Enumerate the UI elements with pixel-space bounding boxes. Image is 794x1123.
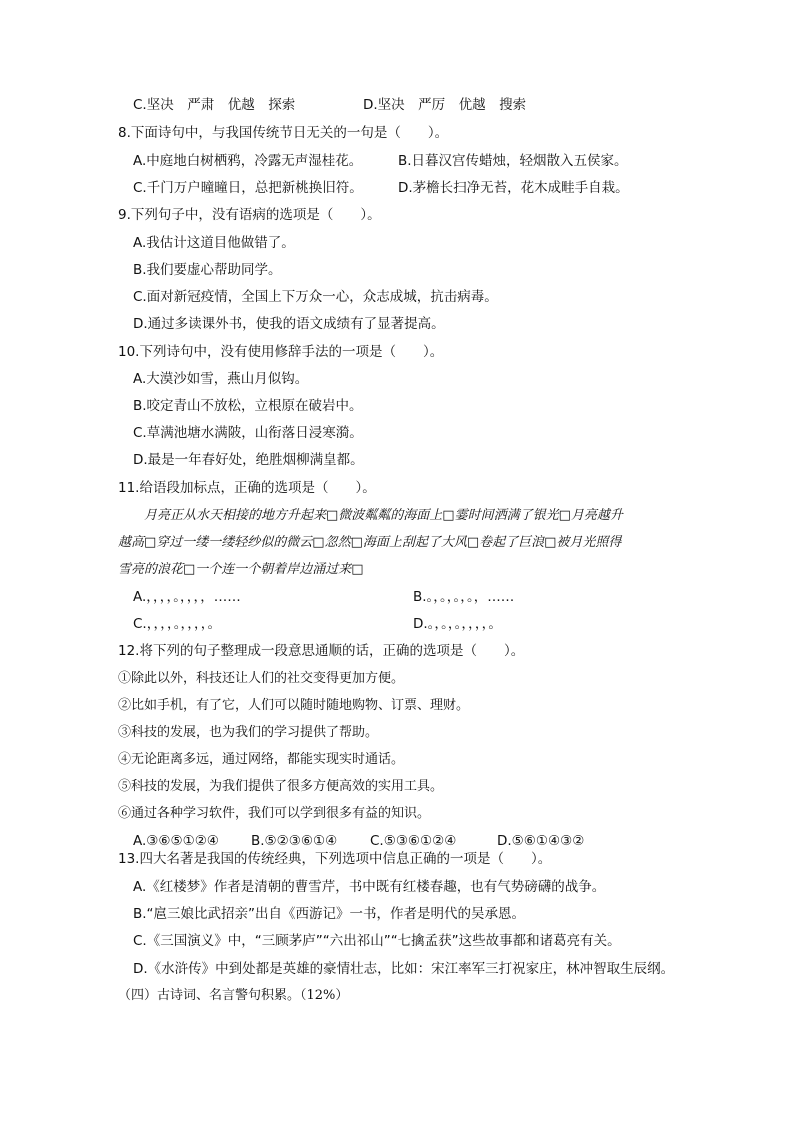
q13-option-b: B.“扈三娘比武招亲”出自《西游记》一书，作者是明代的吴承恩。 (133, 906, 526, 922)
q8-option-b: B.日暮汉宫传蜡烛，轻烟散入五侯家。 (398, 153, 628, 169)
q12-sentence-4: ④无论距离多远，通过网络，都能实现实时通话。 (118, 752, 405, 767)
q9-option-b: B.我们要虚心帮助同学。 (133, 262, 282, 278)
q9-stem: 9.下列句子中，没有语病的选项是（ ）。 (118, 207, 381, 223)
q9-option-c: C.面对新冠疫情，全国上下万众一心，众志成城，抗击病毒。 (133, 289, 498, 305)
q12-sentence-2: ②比如手机，有了它，人们可以随时随地购物、订票、理财。 (118, 698, 470, 713)
q8-stem: 8.下面诗句中，与我国传统节日无关的一句是（ ）。 (118, 125, 449, 141)
section-4-heading: （四）古诗词、名言警句积累。（12%） (118, 988, 349, 1003)
q13-option-d: D.《水浒传》中到处都是英雄的豪情壮志，比如：宋江率军三打祝家庄，林冲智取生辰纲。 (133, 961, 675, 977)
q10-stem: 10.下列诗句中，没有使用修辞手法的一项是（ ）。 (118, 344, 444, 360)
q10-option-a: A.大漠沙如雪，燕山月似钩。 (133, 371, 309, 387)
q12-option-d: D.⑤⑥①④③② (497, 833, 585, 849)
q11-option-c: C.，，，，。，，，，。 (133, 616, 221, 632)
q13-option-c: C.《三国演义》中，“三顾茅庐”“六出祁山”“七擒孟获”这些故事都和诸葛亮有关。 (133, 933, 621, 949)
q12-option-a: A.③⑥⑤①②④ (133, 833, 219, 849)
q7-option-d: D.坚决 严厉 优越 搜索 (363, 97, 527, 113)
q12-stem: 12.将下列的句子整理成一段意思通顺的话，正确的选项是（ ）。 (118, 643, 525, 659)
q9-option-a: A.我估计这道目他做错了。 (133, 235, 295, 251)
q12-option-c: C.⑤③⑥①②④ (370, 833, 457, 849)
q11-option-d: D.。，。，。，，，，。 (413, 616, 502, 632)
q8-option-a: A.中庭地白树栖鸦，冷露无声湿桂花。 (133, 153, 363, 169)
q10-option-c: C.草满池塘水满陂，山衔落日浸寒漪。 (133, 425, 363, 441)
q12-sentence-3: ③科技的发展，也为我们的学习提供了帮助。 (118, 725, 379, 740)
q8-option-d: D.茅檐长扫净无苔，花木成畦手自栽。 (398, 180, 629, 196)
q11-stem: 11.给语段加标点，正确的选项是（ ）。 (118, 480, 376, 496)
q12-option-b: B.⑤②③⑥①④ (251, 833, 338, 849)
q10-option-b: B.咬定青山不放松，立根原在破岩中。 (133, 398, 363, 414)
q13-stem: 13.四大名著是我国的传统经典，下列选项中信息正确的一项是（ ）。 (118, 851, 552, 867)
q12-sentence-5: ⑤科技的发展，为我们提供了很多方便高效的实用工具。 (118, 779, 444, 794)
q9-option-d: D.通过多读课外书，使我的语文成绩有了显著提高。 (133, 316, 445, 332)
q11-passage-line-2: 越高□穿过一缕一缕轻纱似的微云□忽然□海面上刮起了大风□卷起了巨浪□被月光照得 (118, 535, 622, 550)
q11-passage-line-3: 雪亮的浪花□一个连一个朝着岸边涌过来□ (118, 562, 364, 577)
q11-option-a: A.，，，，。，，，，…… (133, 589, 241, 605)
q10-option-d: D.最是一年春好处，绝胜烟柳满皇都。 (133, 452, 364, 468)
q13-option-a: A.《红楼梦》作者是清朝的曹雪芹，书中既有红楼春趣，也有气势磅礴的战争。 (133, 879, 606, 895)
q12-sentence-6: ⑥通过各种学习软件，我们可以学到很多有益的知识。 (118, 806, 431, 821)
q11-option-b: B.。，。，。，。，…… (413, 589, 515, 605)
q12-sentence-1: ①除此以外，科技还让人们的社交变得更加方便。 (118, 671, 405, 686)
q7-option-c: C.坚决 严肃 优越 探索 (133, 97, 296, 113)
q11-passage-line-1: 月亮正从水天相接的地方升起来□微波粼粼的海面上□霎时间洒满了银光□月亮越升 (118, 508, 623, 523)
q8-option-c: C.千门万户曈曈日，总把新桃换旧符。 (133, 180, 363, 196)
